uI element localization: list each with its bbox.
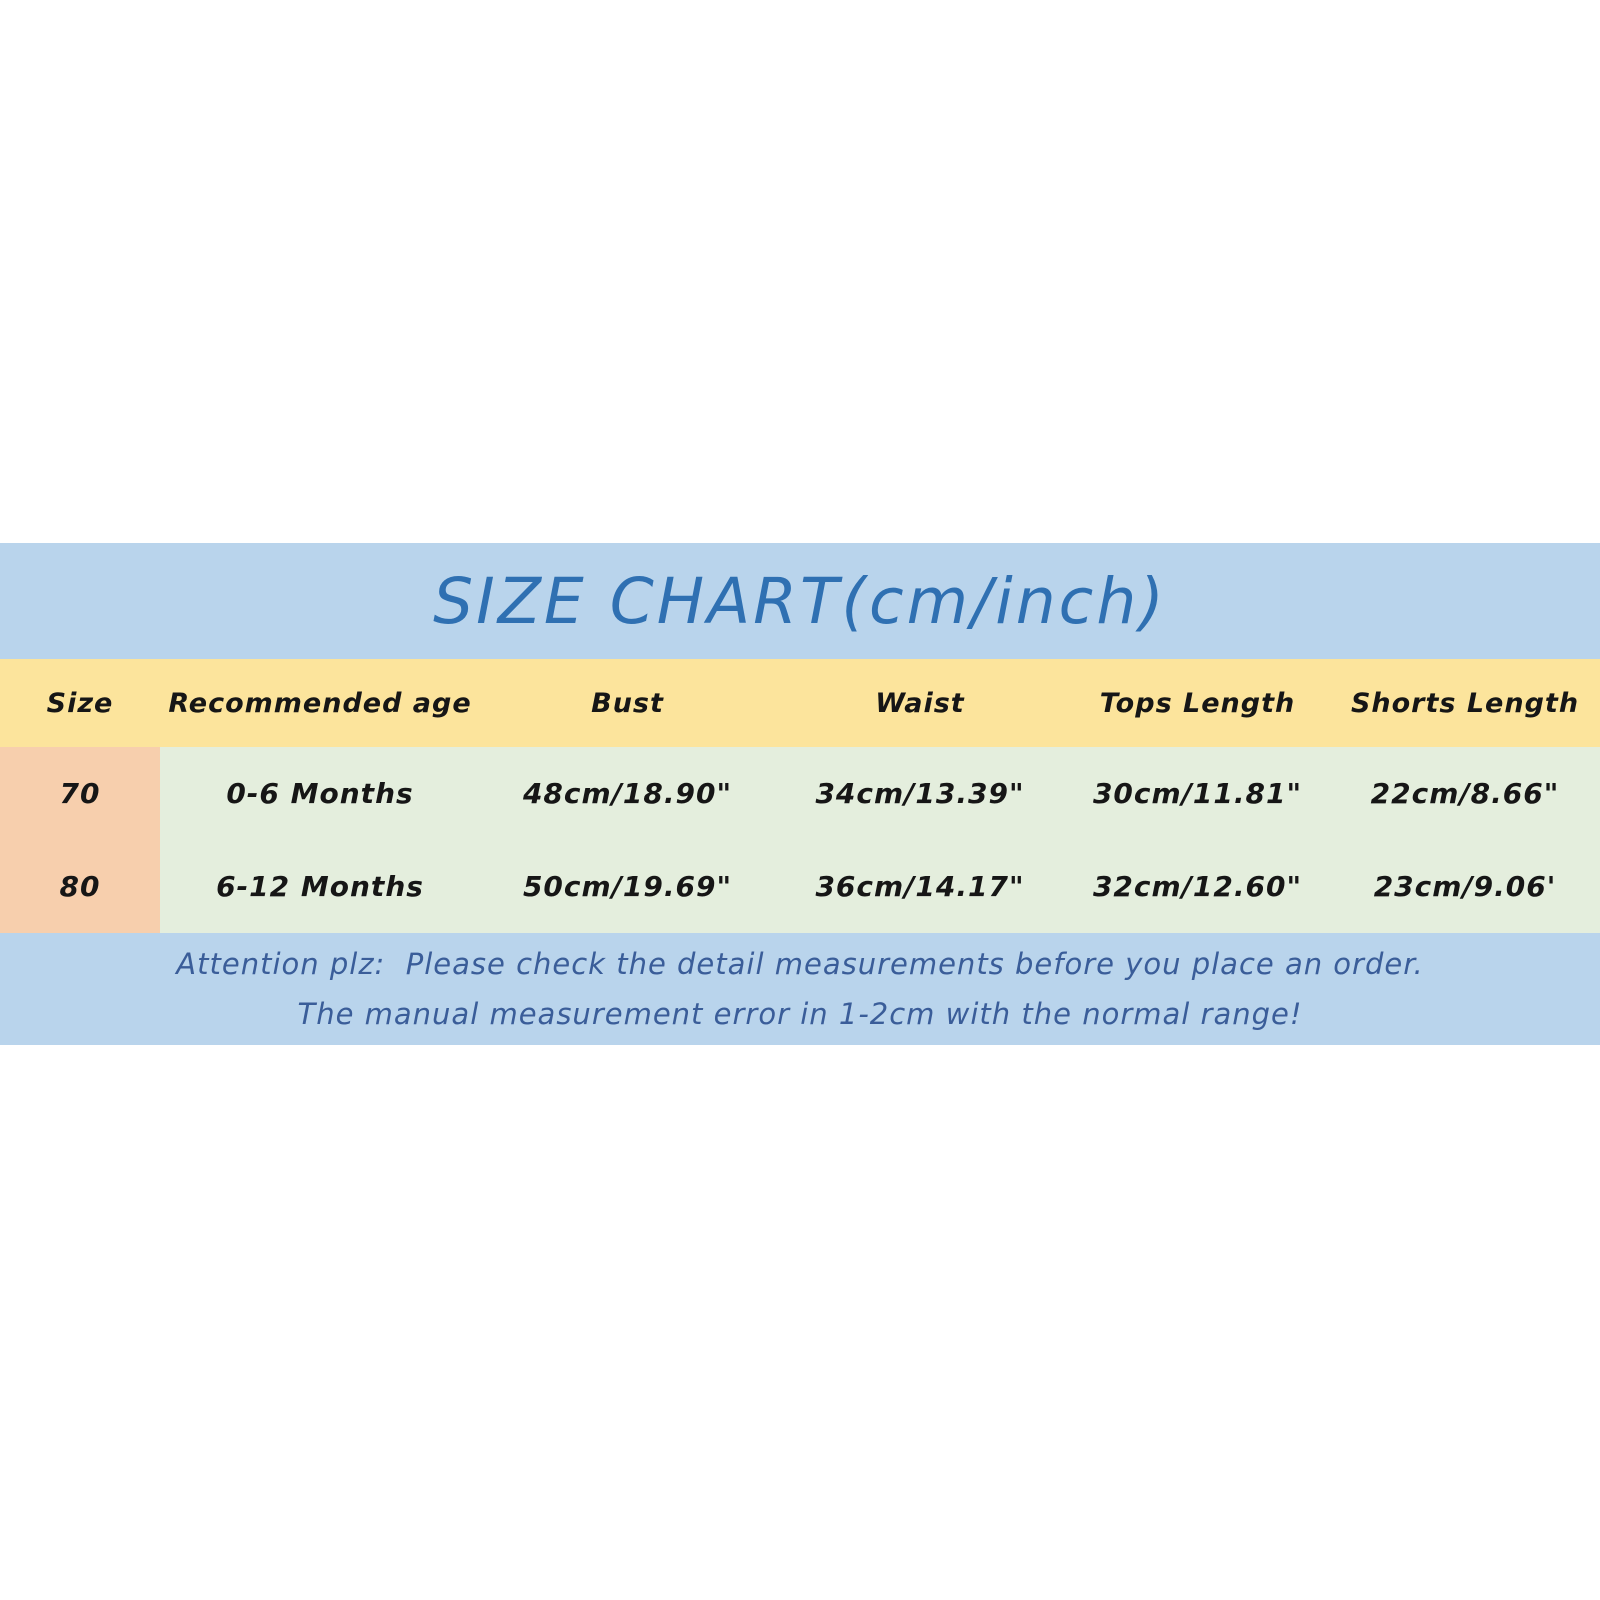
cell-shorts-length: 22cm/8.66" <box>1330 747 1600 840</box>
cell-bust: 48cm/18.90" <box>480 747 775 840</box>
column-header-waist: Waist <box>775 659 1065 747</box>
page-title: SIZE CHART(cm/inch) <box>433 564 1167 638</box>
attention-note-line1: Attention plz: Please check the detail measurements before you place an order. <box>176 947 1424 981</box>
cell-shorts-length: 23cm/9.06' <box>1330 840 1600 933</box>
column-header-tops-length: Tops Length <box>1065 659 1330 747</box>
attention-note-line2: The manual measurement error in 1-2cm with the normal range! <box>297 997 1303 1031</box>
cell-size: 70 <box>0 747 160 840</box>
attention-note-band <box>0 933 1600 1045</box>
cell-waist: 34cm/13.39" <box>775 747 1065 840</box>
cell-recommended-age: 6-12 Months <box>160 840 480 933</box>
cell-tops-length: 32cm/12.60" <box>1065 840 1330 933</box>
column-header-bust: Bust <box>480 659 775 747</box>
column-header-recommended-age: Recommended age <box>160 659 480 747</box>
size-table <box>0 659 1600 933</box>
column-header-size: Size <box>0 659 160 747</box>
cell-recommended-age: 0-6 Months <box>160 747 480 840</box>
table-row <box>0 840 1600 933</box>
cell-size: 80 <box>0 840 160 933</box>
cell-bust: 50cm/19.69" <box>480 840 775 933</box>
title-band <box>0 543 1600 659</box>
cell-waist: 36cm/14.17" <box>775 840 1065 933</box>
table-row <box>0 747 1600 840</box>
table-header-row <box>0 659 1600 747</box>
column-header-shorts-length: Shorts Length <box>1330 659 1600 747</box>
cell-tops-length: 30cm/11.81" <box>1065 747 1330 840</box>
